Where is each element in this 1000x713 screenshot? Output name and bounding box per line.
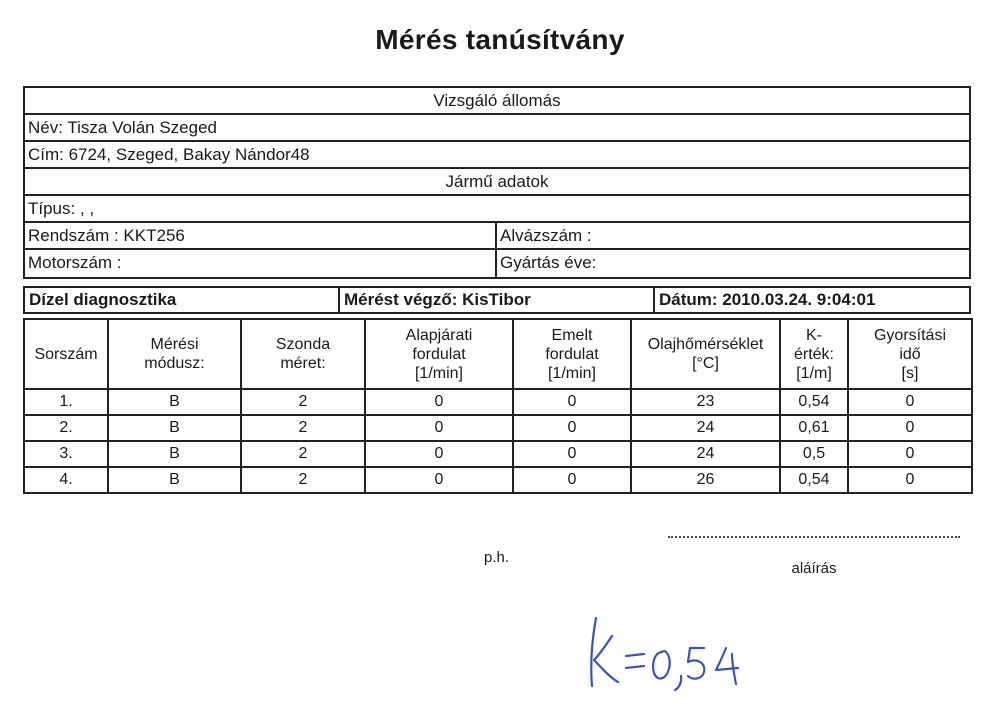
station-header: Vizsgáló állomás bbox=[433, 91, 561, 110]
col-header-idle-rpm: Alapjárati fordulat [1/min] bbox=[365, 319, 513, 389]
cell-k-value: 0,61 bbox=[780, 415, 848, 441]
table-header-row bbox=[24, 319, 972, 389]
cell-raised-rpm: 0 bbox=[513, 415, 631, 441]
cell-mode: B bbox=[108, 467, 241, 493]
cell-index: 2. bbox=[24, 415, 108, 441]
cell-k-value: 0,54 bbox=[780, 467, 848, 493]
cell-oil-temp: 23 bbox=[631, 389, 780, 415]
vehicle-engine-year-row bbox=[25, 250, 969, 277]
vehicle-type-row bbox=[25, 196, 969, 223]
diag-operator: Mérést végző: KisTibor bbox=[340, 288, 655, 312]
table-row bbox=[24, 441, 972, 467]
cell-idle-rpm: 0 bbox=[365, 441, 513, 467]
cell-idle-rpm: 0 bbox=[365, 467, 513, 493]
cell-raised-rpm: 0 bbox=[513, 441, 631, 467]
cell-raised-rpm: 0 bbox=[513, 389, 631, 415]
vehicle-plate: Rendszám : KKT256 bbox=[25, 223, 497, 248]
diagnostics-bar bbox=[23, 286, 971, 314]
station-address-row bbox=[25, 142, 969, 169]
diag-date: Dátum: 2010.03.24. 9:04:01 bbox=[659, 290, 876, 309]
document-title: Mérés tanúsítvány bbox=[375, 24, 625, 55]
cell-probe: 2 bbox=[241, 441, 365, 467]
table-row bbox=[24, 389, 972, 415]
diag-label: Dízel diagnosztika bbox=[25, 288, 340, 312]
station-name: Név: Tisza Volán Szeged bbox=[28, 118, 218, 137]
cell-index: 3. bbox=[24, 441, 108, 467]
vehicle-plate-chassis-row bbox=[25, 223, 969, 250]
cell-oil-temp: 26 bbox=[631, 467, 780, 493]
signature-line bbox=[668, 536, 960, 538]
cell-k-value: 0,54 bbox=[780, 389, 848, 415]
cell-index: 1. bbox=[24, 389, 108, 415]
vehicle-year: Gyártás éve: bbox=[500, 253, 597, 272]
col-header-oil-temp: Olajhőmérséklet [°C] bbox=[631, 319, 780, 389]
cell-accel-time: 0 bbox=[848, 389, 972, 415]
col-header-k-value: K- érték: [1/m] bbox=[780, 319, 848, 389]
cell-mode: B bbox=[108, 441, 241, 467]
cell-probe: 2 bbox=[241, 389, 365, 415]
cell-accel-time: 0 bbox=[848, 467, 972, 493]
vehicle-engine: Motorszám : bbox=[25, 250, 497, 277]
col-header-mode: Mérési módusz: bbox=[108, 319, 241, 389]
handwritten-note bbox=[582, 612, 752, 692]
cell-oil-temp: 24 bbox=[631, 415, 780, 441]
col-header-raised-rpm: Emelt fordulat [1/min] bbox=[513, 319, 631, 389]
cell-probe: 2 bbox=[241, 415, 365, 441]
cell-index: 4. bbox=[24, 467, 108, 493]
cell-raised-rpm: 0 bbox=[513, 467, 631, 493]
cell-accel-time: 0 bbox=[848, 415, 972, 441]
cell-mode: B bbox=[108, 415, 241, 441]
cell-probe: 2 bbox=[241, 467, 365, 493]
vehicle-chassis: Alvázszám : bbox=[500, 226, 592, 245]
vehicle-header: Jármű adatok bbox=[445, 172, 549, 191]
station-vehicle-box bbox=[23, 86, 971, 279]
cell-idle-rpm: 0 bbox=[365, 415, 513, 441]
station-name-row bbox=[25, 115, 969, 142]
measurement-table bbox=[23, 318, 973, 494]
station-address: Cím: 6724, Szeged, Bakay Nándor48 bbox=[28, 145, 310, 164]
signature-label: aláírás bbox=[791, 560, 837, 577]
cell-idle-rpm: 0 bbox=[365, 389, 513, 415]
cell-oil-temp: 24 bbox=[631, 441, 780, 467]
stamp-label: p.h. bbox=[484, 549, 510, 566]
cell-mode: B bbox=[108, 389, 241, 415]
col-header-probe: Szonda méret: bbox=[241, 319, 365, 389]
table-row bbox=[24, 467, 972, 493]
vehicle-header-row bbox=[25, 169, 969, 196]
table-row bbox=[24, 415, 972, 441]
cell-k-value: 0,5 bbox=[780, 441, 848, 467]
vehicle-type: Típus: , , bbox=[28, 199, 95, 218]
cell-accel-time: 0 bbox=[848, 441, 972, 467]
col-header-accel-time: Gyorsítási idő [s] bbox=[848, 319, 972, 389]
col-header-index: Sorszám bbox=[24, 319, 108, 389]
station-header-row bbox=[25, 88, 969, 115]
